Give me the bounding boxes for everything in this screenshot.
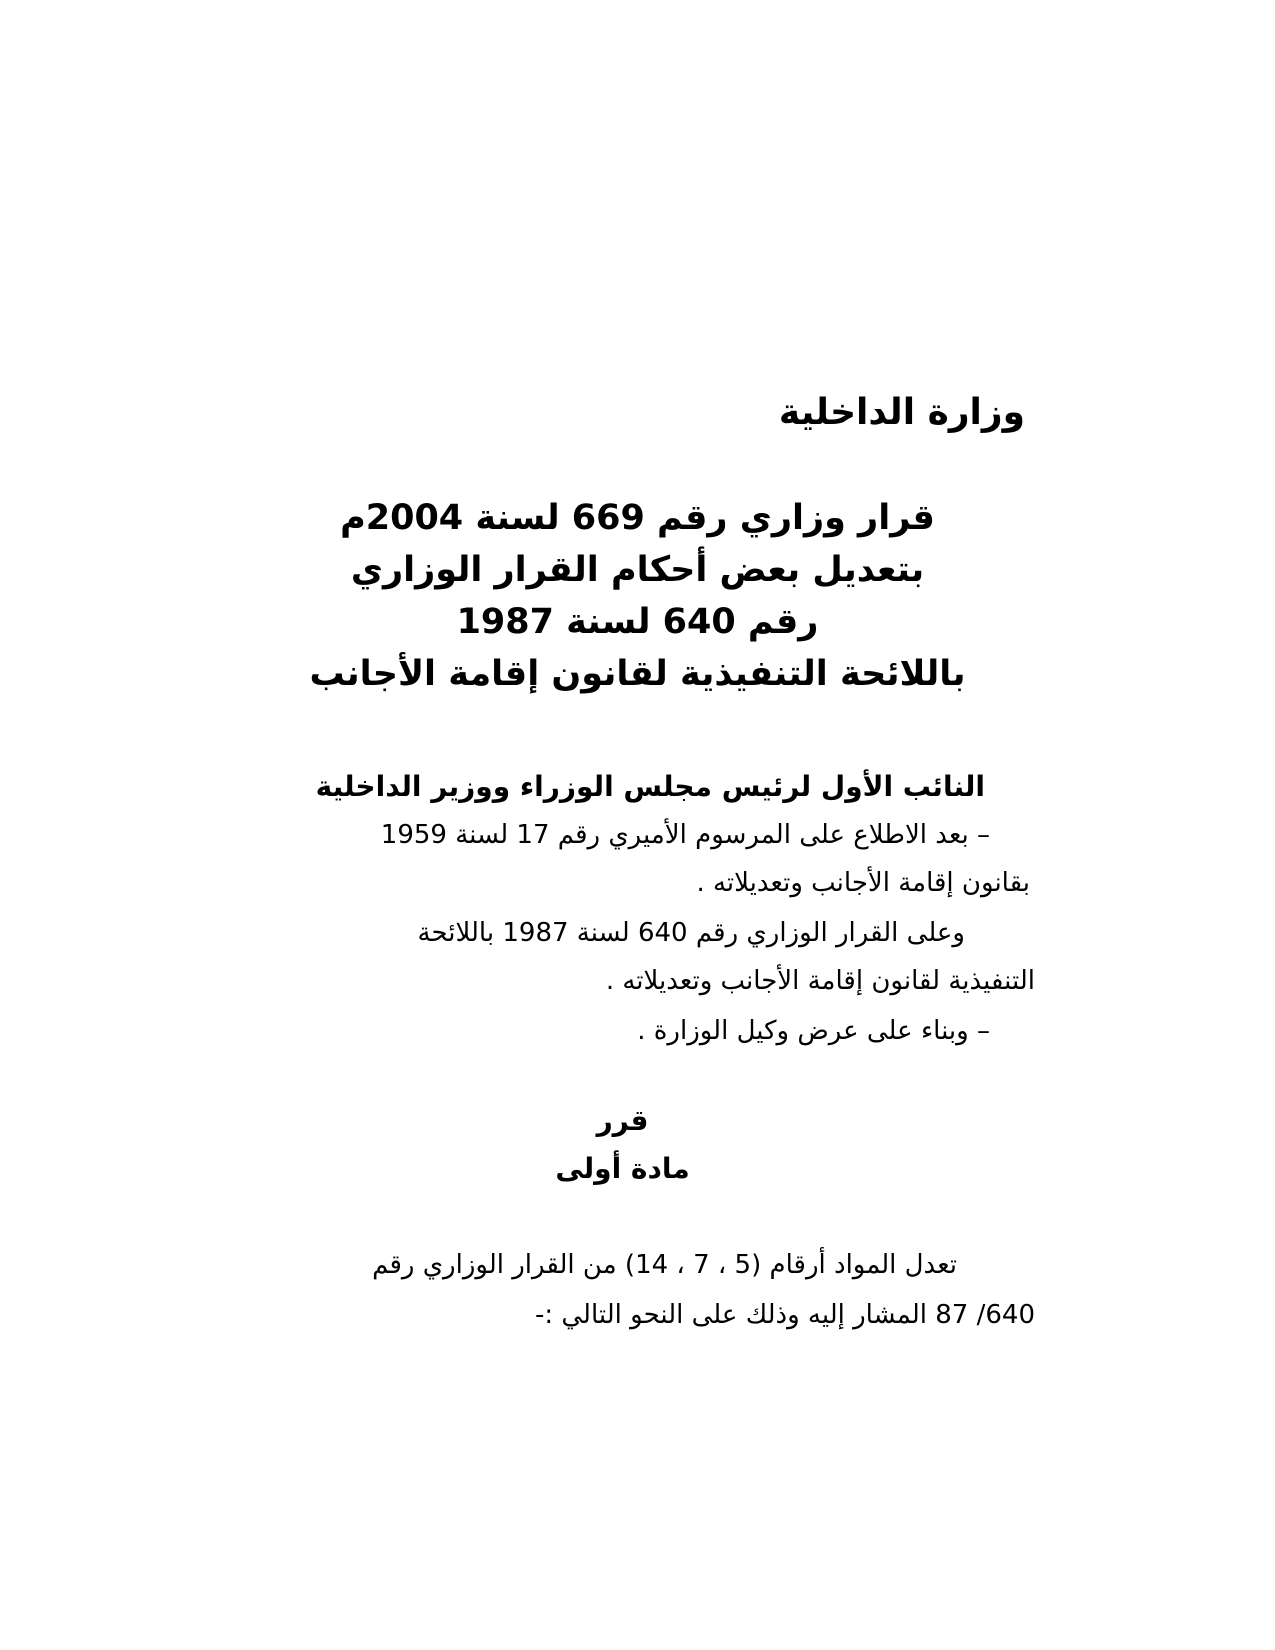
article-heading: مادة أولى bbox=[555, 1152, 690, 1185]
preamble-line-2: بقانون إقامة الأجانب وتعديلاته . bbox=[696, 868, 1030, 898]
decided-heading: قرر bbox=[596, 1104, 649, 1137]
decree-title-line-3: رقم 640 لسنة 1987 bbox=[456, 602, 819, 642]
signer-title: النائب الأول لرئيس مجلس الوزراء ووزير الداخلية bbox=[315, 770, 985, 803]
preamble-line-3: وعلى القرار الوزاري رقم 640 لسنة 1987 باللائحة bbox=[417, 918, 965, 948]
article-line-2: 640/ 87 المشار إليه وذلك على النحو التالي :- bbox=[534, 1300, 1035, 1330]
article-line-1: تعدل المواد أرقام (5 ، 7 ، 14) من القرار الوزاري رقم bbox=[372, 1250, 957, 1280]
decree-title-line-1: قرار وزاري رقم 669 لسنة 2004م bbox=[340, 498, 935, 538]
decree-title-line-4: باللائحة التنفيذية لقانون إقامة الأجانب bbox=[309, 654, 966, 694]
preamble-line-1: – بعد الاطلاع على المرسوم الأميري رقم 17 لسنة 1959 bbox=[380, 820, 990, 850]
preamble-line-5: – وبناء على عرض وكيل الوزارة . bbox=[637, 1016, 990, 1046]
ministry-name: وزارة الداخلية bbox=[778, 392, 1025, 433]
decree-title-line-2: بتعديل بعض أحكام القرار الوزاري bbox=[350, 550, 925, 590]
preamble-line-4: التنفيذية لقانون إقامة الأجانب وتعديلاته . bbox=[605, 966, 1035, 996]
